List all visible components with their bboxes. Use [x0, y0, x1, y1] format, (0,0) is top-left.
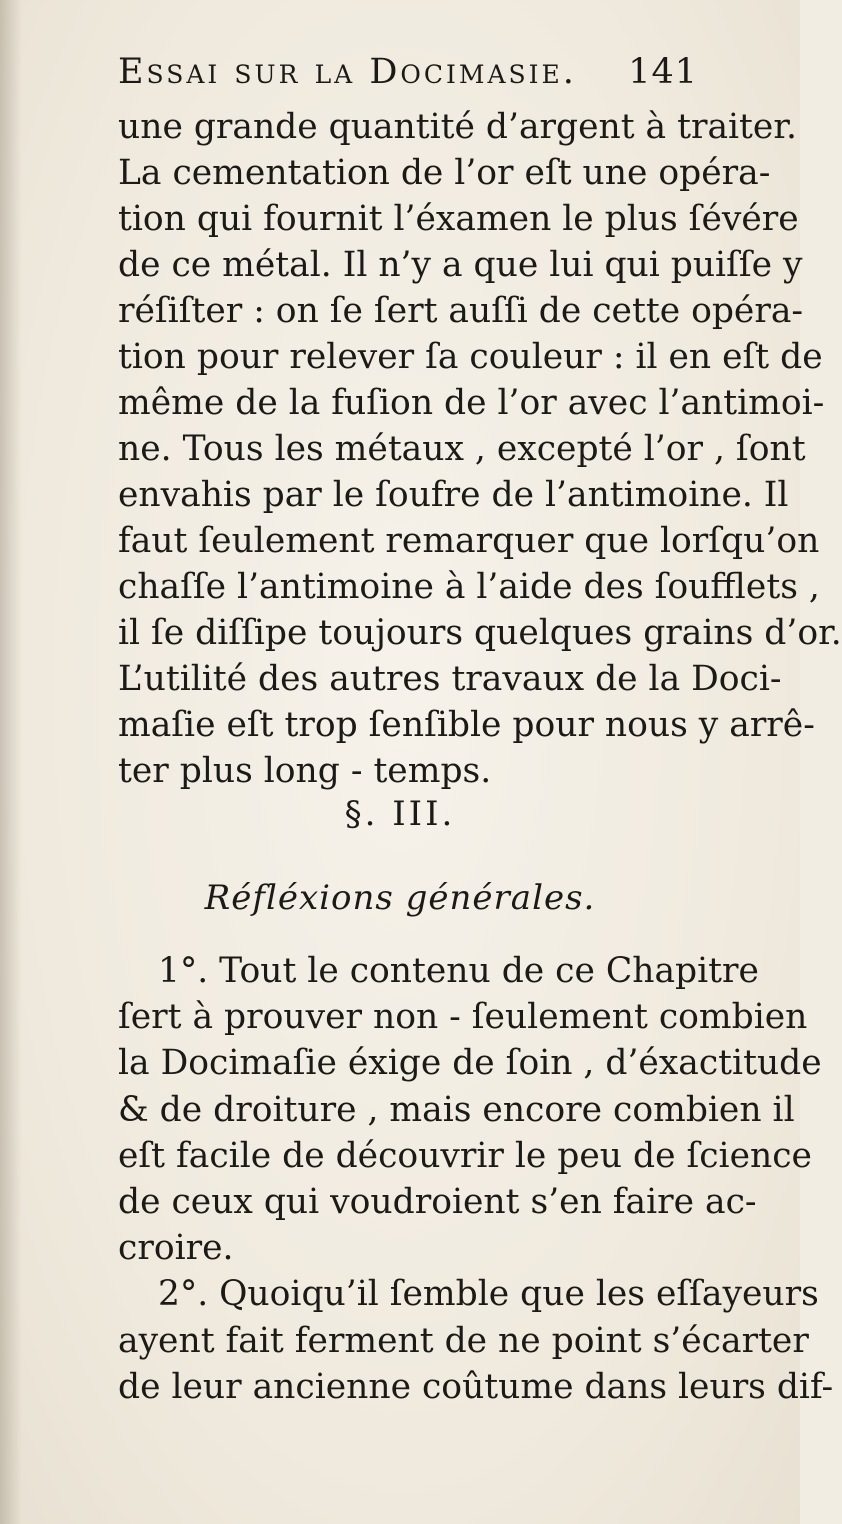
text-line: de ceux qui voudroient s’en faire ac- — [118, 1181, 757, 1222]
text-line: ſert à prouver non - ſeulement combien — [118, 997, 808, 1038]
text-line: ne. Tous les métaux , excepté l’or , ſont — [118, 429, 806, 469]
text-line: de ce métal. Il n’y a que lui qui puiſſe y — [118, 245, 803, 285]
gutter-shadow — [0, 0, 22, 1524]
text-line: tion pour relever ſa couleur : il en eſt de — [118, 337, 823, 377]
paragraphs-section-3 — [118, 948, 834, 1410]
text-line: tion qui fournit l’éxamen le plus ſévére — [118, 199, 799, 239]
text-line: chaſſe l’antimoine à l’aide des ſoufflets , — [118, 567, 820, 607]
section-heading: Réfléxions générales. — [204, 878, 596, 918]
text-line: envahis par le ſoufre de l’antimoine. Il — [118, 475, 789, 515]
text-line: réſiſter : on ſe ſert auſſi de cette opéra- — [118, 291, 804, 331]
text-line: ayent fait ferment de ne point s’écarter — [118, 1320, 809, 1361]
text-line: maſie eſt trop ſenſible pour nous y arrê- — [118, 705, 815, 745]
page-number: 141 — [628, 52, 698, 92]
text-line: 2°. Quoiqu’il ſemble que les eſſayeurs — [158, 1274, 819, 1315]
text-line: une grande quantité d’argent à traiter. — [118, 107, 797, 147]
text-line: la Docimaſie éxige de ſoin , d’éxactitude — [118, 1043, 822, 1084]
text-line: eſt facile de découvrir le peu de ſcience — [118, 1135, 812, 1176]
text-line: même de la fuſion de l’or avec l’antimoi- — [118, 383, 825, 423]
text-line: ter plus long - temps. — [118, 751, 492, 791]
text-line: L’utilité des autres travaux de la Doci- — [118, 659, 782, 699]
text-line: croire. — [118, 1228, 234, 1269]
text-line: & de droiture , mais encore combien il — [118, 1089, 795, 1130]
text-line: faut ſeulement remarquer que lorſqu’on — [118, 521, 820, 561]
running-title: Essai sur la Docimasie. — [118, 52, 577, 92]
text-line: La cementation de l’or eſt une opéra- — [118, 153, 771, 193]
text-line: il ſe diſſipe toujours quelques grains d’or. — [118, 613, 842, 653]
text-line: de leur ancienne coûtume dans leurs dif- — [118, 1366, 834, 1407]
running-head — [118, 52, 698, 104]
text-line: 1°. Tout le contenu de ce Chapitre — [158, 951, 759, 991]
paragraph-continuation — [118, 104, 842, 794]
section-number: §. III. — [344, 794, 456, 834]
